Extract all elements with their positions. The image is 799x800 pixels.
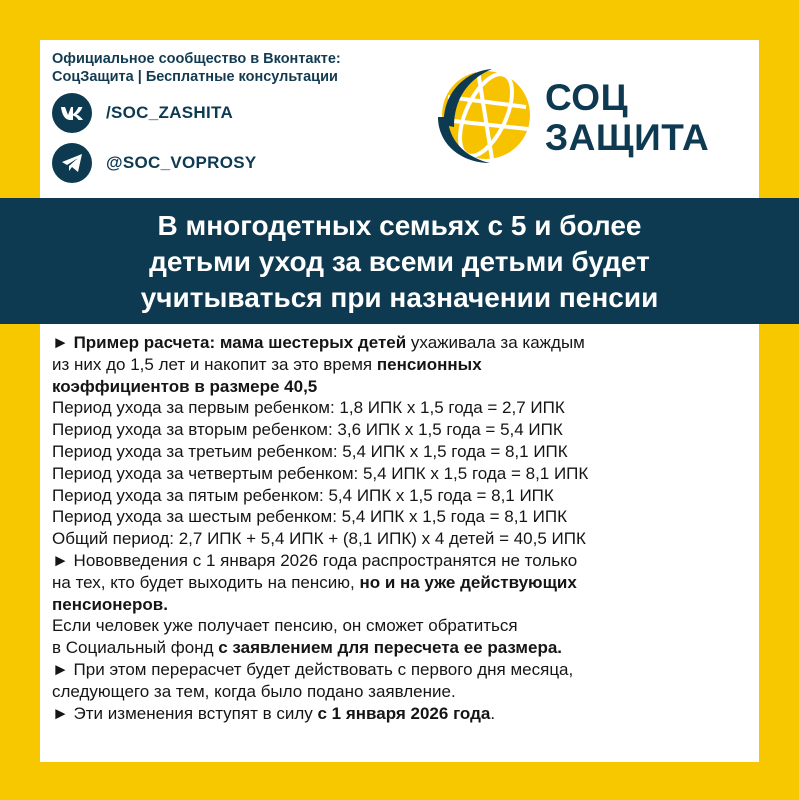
title-banner [0, 198, 799, 324]
bold-text: пенсионных [376, 354, 482, 374]
text: . [490, 703, 496, 723]
text: ухаживала за каждым [406, 333, 585, 352]
paragraph-recalc-line-2 [52, 637, 757, 659]
vk-handle: /SOC_ZASHITA [106, 103, 234, 122]
calc-line: Период ухода за шестым ребенком: 5,4 ИПК х 1,5 года = 8,1 ИПК [52, 507, 567, 527]
text: из них до 1,5 лет и накопит за это время [52, 354, 377, 374]
bold-text: Пример расчета: мама шестерых детей [73, 333, 407, 352]
calc-line: Период ухода за третьим ребенком: 5,4 ИПК х 1,5 года = 8,1 ИПК [52, 441, 568, 461]
brand-line-1: СОЦ [545, 77, 629, 118]
article-text [52, 332, 757, 724]
telegram-link[interactable] [52, 143, 257, 183]
text: ► Эти изменения вступят в силу [52, 703, 318, 723]
calc-line: Период ухода за первым ребенком: 1,8 ИПК х 1,5 года = 2,7 ИПК [52, 398, 565, 418]
calc-line: Период ухода за вторым ребенком: 3,6 ИПК х 1,5 года = 5,4 ИПК [52, 420, 563, 440]
calc-total-line: Общий период: 2,7 ИПК + 5,4 ИПК + (8,1 ИПК) х 4 детей = 40,5 ИПК [52, 529, 586, 549]
vk-icon [52, 93, 92, 133]
text: на тех, кто будет выходить на пенсию, [52, 572, 360, 592]
telegram-handle: @SOC_VOPROSY [106, 153, 257, 172]
bold-text: пенсионеров. [52, 594, 168, 614]
brand-line-2: ЗАЩИТА [545, 117, 710, 158]
calc-line: Период ухода за пятым ребенком: 5,4 ИПК х 1,5 года = 8,1 ИПК [52, 485, 554, 505]
globe-logo-icon [434, 65, 534, 165]
paragraph-example-line-3 [52, 376, 757, 398]
paragraph-effective-line-1: ► При этом перерасчет будет действовать с первого дня месяца, [52, 659, 574, 679]
paragraph-example-line-1 [52, 332, 757, 354]
header-card [40, 40, 759, 198]
title-line-3: учитываться при назначении пенсии [140, 282, 659, 313]
paragraph-date-line [52, 703, 757, 725]
title-line-2: детьми уход за всеми детьми будет [149, 246, 650, 277]
bold-text: коэффициентов в размере 40,5 [52, 376, 318, 396]
bold-text: с заявлением для пересчета ее размера. [218, 638, 563, 658]
paragraph-example-line-2 [52, 354, 757, 376]
intro-line-2: СоцЗащита | Бесплатные консультации [52, 69, 338, 85]
community-intro [52, 50, 341, 86]
content-card [40, 324, 759, 762]
paragraph-recalc-line-1: Если человек уже получает пенсию, он сможет обратиться [52, 616, 518, 636]
paragraph-news-line-3 [52, 594, 757, 616]
telegram-icon [52, 143, 92, 183]
paragraph-news-line-2 [52, 572, 757, 594]
vk-link[interactable] [52, 93, 233, 133]
text: в Социальный фонд [52, 638, 219, 658]
calc-line: Период ухода за четвертым ребенком: 5,4 ИПК х 1,5 года = 8,1 ИПК [52, 463, 589, 483]
intro-line-1: Официальное сообщество в Вконтакте: [52, 51, 341, 67]
paragraph-effective-line-2: следующего за тем, когда было подано заявление. [52, 681, 456, 701]
page-title [0, 208, 799, 316]
title-line-1: В многодетных семьях с 5 и более [157, 210, 642, 241]
brand-name [545, 78, 709, 158]
bold-text: с 1 января 2026 года [317, 703, 491, 723]
paragraph-news-line-1: ► Нововведения с 1 января 2026 года распространятся не только [52, 550, 578, 570]
bold-text: но и на уже действующих [359, 572, 577, 592]
bullet: ► [52, 333, 74, 352]
